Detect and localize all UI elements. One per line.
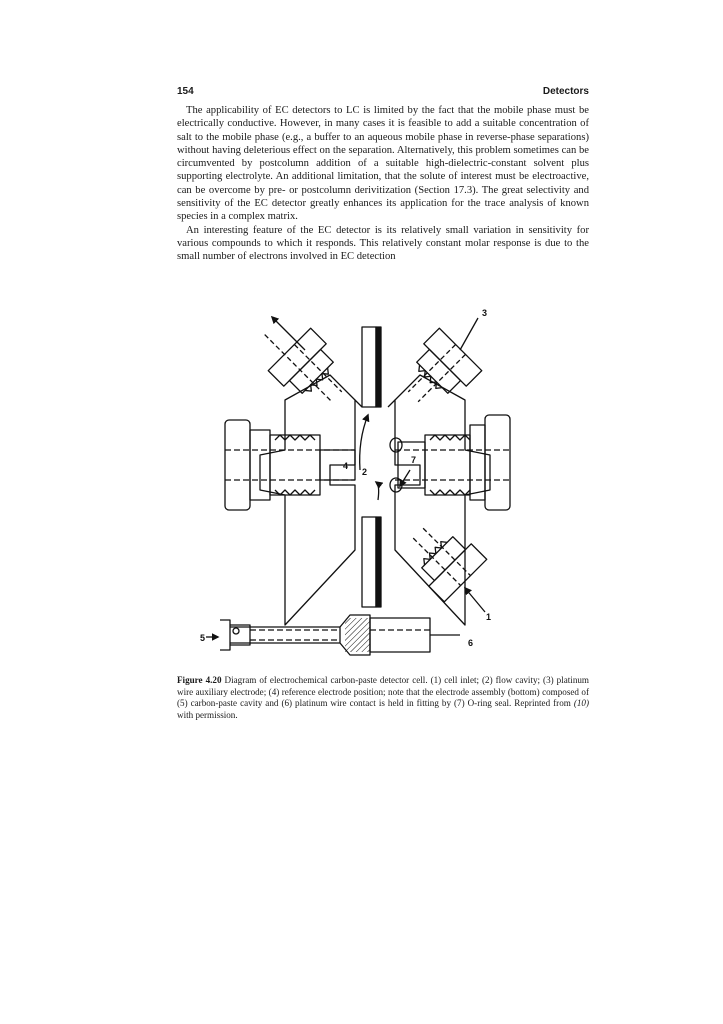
outlet-arrow [272,317,305,350]
electrode-assembly [220,615,460,655]
running-head: Detectors [542,86,589,97]
paragraph: The applicability of EC detectors to LC is limited by the fact that the mobile phase must be electrically conductive. However, in many cases it is feasible to add a suitable concentration of salt to the mobile phase (e.g., a buffer to an aqueous mobile phase in reverse-phase separations) without having deleterious effect on the separation. Alternatively, this problem sometimes can be circumvented by postcolumn addition of a suitable high-dielectric-constant solvent plus supporting electrolyte. An additional limitation, that the solute of interest must be electroactive, can be overcome by pre- or postcolumn derivitization (Section 17.3). The great selectivity and sensitivity of the EC detector greatly enhances its application for the trace analysis of known species in a complex matrix. [177,105,589,223]
leader-3 [460,318,478,350]
caption-text: Diagram of electrochemical carbon-paste detector cell. (1) cell inlet; (2) flow cavity; (3) platinum wire auxiliary electrode; (4) reference electrode position; note that the electrode assembly (bottom) composed of (5) carbon-paste cavity and (6) platinum wire contact is held in fitting by (7) O-ring seal. Reprinted from [177,675,589,709]
inlet-arrow [465,588,485,612]
caption-text-end: with permission. [177,709,238,720]
figure-caption [177,675,589,721]
label-6: 6 [468,638,474,648]
detector-cell-diagram [200,300,540,660]
paragraph: An interesting feature of the EC detector is its relatively small variation in sensitivity for various compounds to which it responds. This relatively constant molar response is due to the small number of electrons involved in EC detection [177,224,589,263]
label-5: 5 [200,633,206,643]
inlet-fitting [397,512,487,602]
flow-channel [355,400,395,500]
figure-label: Figure 4.20 [177,675,222,685]
label-2: 2 [362,467,368,477]
caption-reference: (10) [573,698,589,709]
page-number: 154 [177,86,194,97]
auxiliary-electrode-fitting [392,328,482,418]
label-1: 1 [486,612,492,622]
cell-body [260,375,490,625]
outlet-fitting [248,308,358,418]
leader-7 [400,470,410,486]
body-text [177,104,589,264]
label-7: 7 [411,455,417,465]
label-4: 4 [343,461,349,471]
label-3: 3 [482,308,488,318]
